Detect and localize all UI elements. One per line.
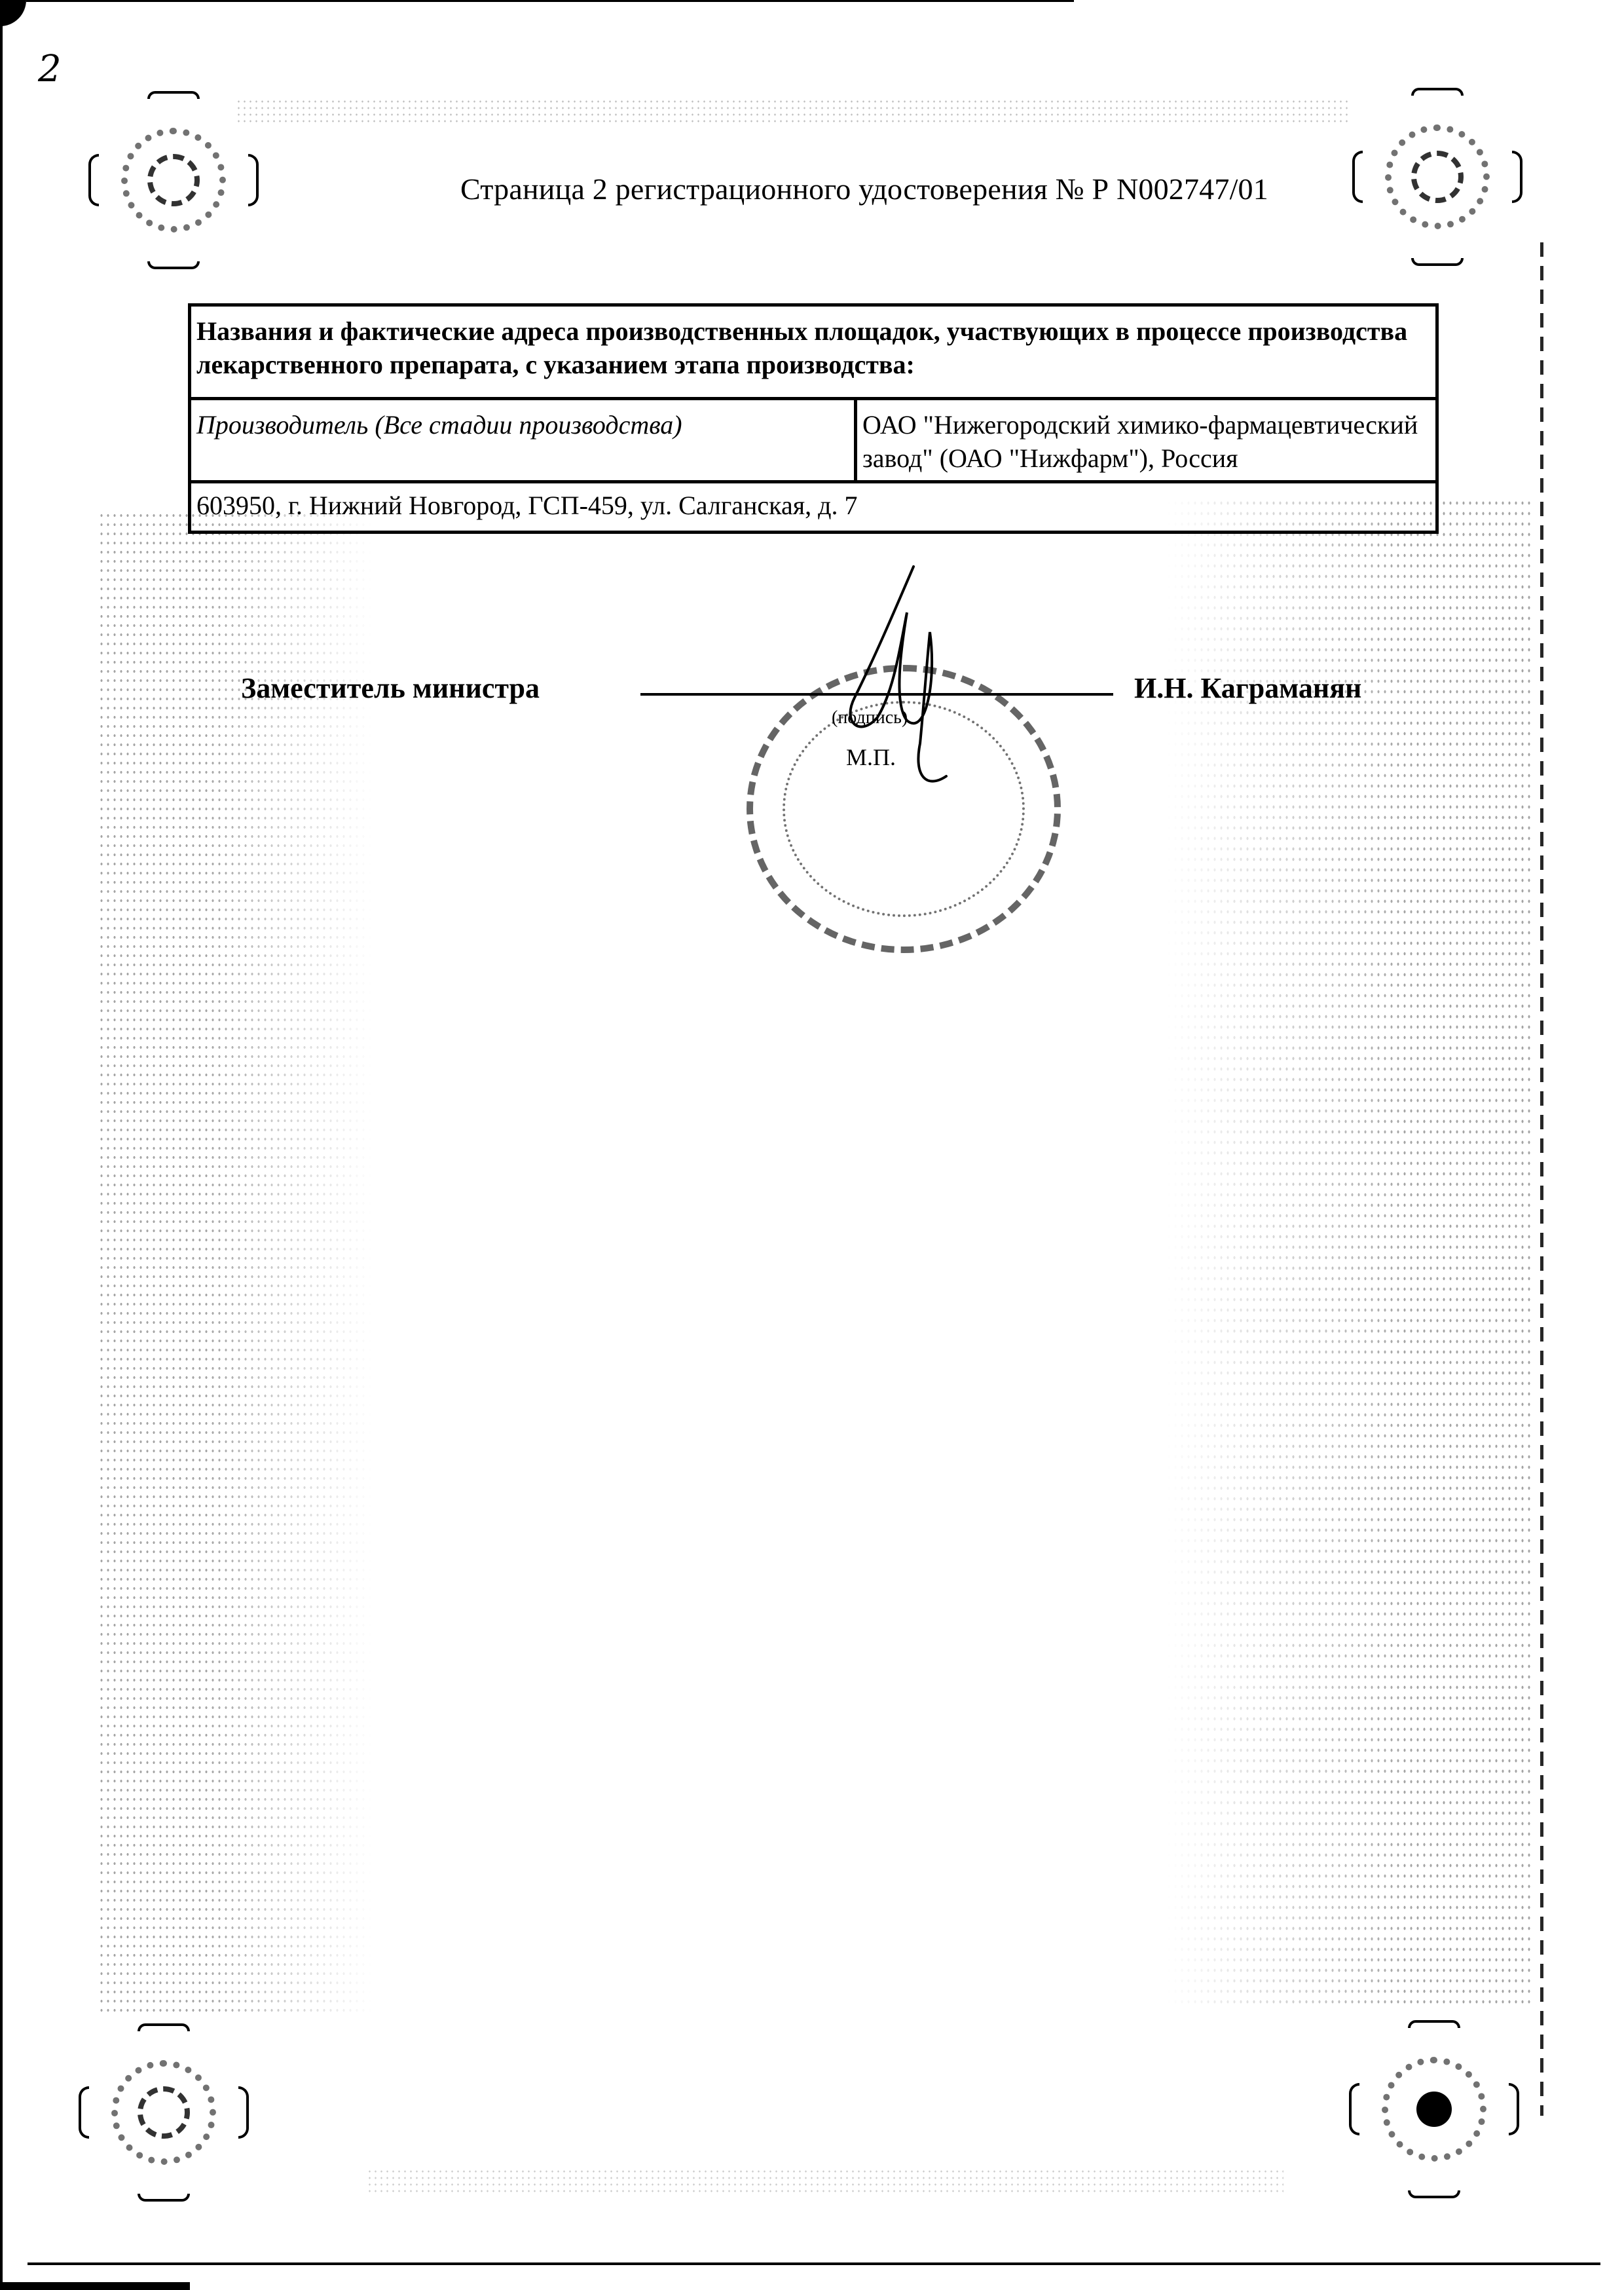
- guilloche-pattern-right: [1166, 498, 1532, 2004]
- table-row: [190, 399, 1437, 482]
- page-heading-text: Страница 2 регистрационного удостоверения № Р N002747/01: [460, 172, 1268, 206]
- scan-edge-bottom: [0, 2282, 190, 2290]
- table-header-row: [190, 305, 1437, 399]
- guilloche-pattern-left: [98, 511, 373, 2018]
- rosette-icon: [98, 2047, 229, 2178]
- handwritten-page-number: 2: [38, 48, 62, 90]
- rosette-icon: [1369, 2044, 1500, 2175]
- manufacturer-address-cell: 603950, г. Нижний Новгород, ГСП-459, ул. Салганская, д. 7: [190, 482, 1437, 533]
- production-sites-table: [188, 303, 1439, 534]
- manufacturer-role-cell: Производитель (Все стадии производства): [190, 399, 856, 482]
- signature-caption: (подпись): [832, 707, 908, 728]
- table-address-row: [190, 482, 1437, 533]
- signature-icon: [815, 560, 986, 789]
- bottom-border-rule: [28, 2262, 1600, 2265]
- guilloche-pattern-bottom: [367, 2168, 1283, 2194]
- scan-edge-top: [26, 0, 1074, 2]
- signatory-name: И.Н. Каграманян: [1134, 672, 1362, 704]
- manufacturer-company-cell: ОАО "Нижегородский химико-фармацевтический завод" (ОАО "Нижфарм"), Россия: [856, 399, 1437, 482]
- page-heading: [0, 172, 1624, 206]
- scan-edge-left: [0, 0, 3, 2290]
- scan-edge-corner: [0, 0, 26, 26]
- right-border-rule: [1540, 242, 1543, 2116]
- signatory-title: Заместитель министра: [241, 672, 540, 704]
- stamp-caption: М.П.: [846, 744, 896, 770]
- signature-line: [640, 693, 1113, 696]
- table-header-cell: Названия и фактические адреса производственных площадок, участвующих в процессе производства лекарственного препарата, с указанием этапа производства:: [190, 305, 1437, 399]
- guilloche-pattern-top: [236, 98, 1349, 124]
